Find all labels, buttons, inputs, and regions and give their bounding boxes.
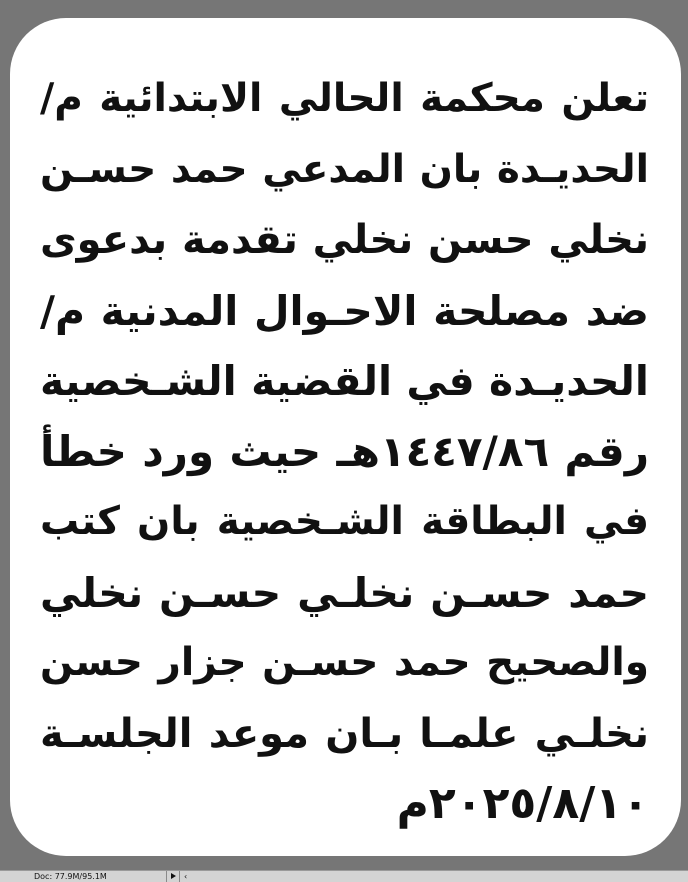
notice-line-11-date: ٢٠٢٥/٨/١٠م bbox=[396, 778, 649, 829]
notice-line-9: والصحيح حمد حسـن جزار حسن bbox=[40, 640, 649, 685]
scroll-left-icon[interactable]: ‹ bbox=[184, 872, 188, 881]
notice-line-5: الحديـدة في القضية الشـخصية bbox=[40, 357, 649, 405]
notice-line-3: نخلي حسن نخلي تقدمة بدعوى bbox=[40, 217, 649, 263]
notice-line-10: نخلـي علمـا بـان موعد الجلسـة bbox=[40, 710, 649, 757]
status-bar bbox=[0, 870, 688, 882]
notice-line-8: حمد حسـن نخلـي حسـن نخلي bbox=[40, 568, 649, 617]
notice-line-1: تعلن محكمة الحالي الابتدائية م/ bbox=[40, 76, 649, 121]
notice-document bbox=[10, 18, 681, 856]
notice-line-4: ضد مصلحة الاحـوال المدنية م/ bbox=[40, 286, 649, 335]
document-size-readout: Doc: 77.9M/95.1M bbox=[34, 872, 107, 881]
court-notice-text bbox=[40, 64, 649, 840]
play-right-icon[interactable] bbox=[166, 871, 180, 882]
notice-line-7: في البطاقة الشـخصية بان كتب bbox=[40, 499, 649, 544]
notice-line-2: الحديـدة بان المدعي حمد حسـن bbox=[40, 146, 649, 192]
notice-line-6: رقم ١٤٤٧/٨٦هـ حيث ورد خطأ bbox=[40, 426, 649, 476]
